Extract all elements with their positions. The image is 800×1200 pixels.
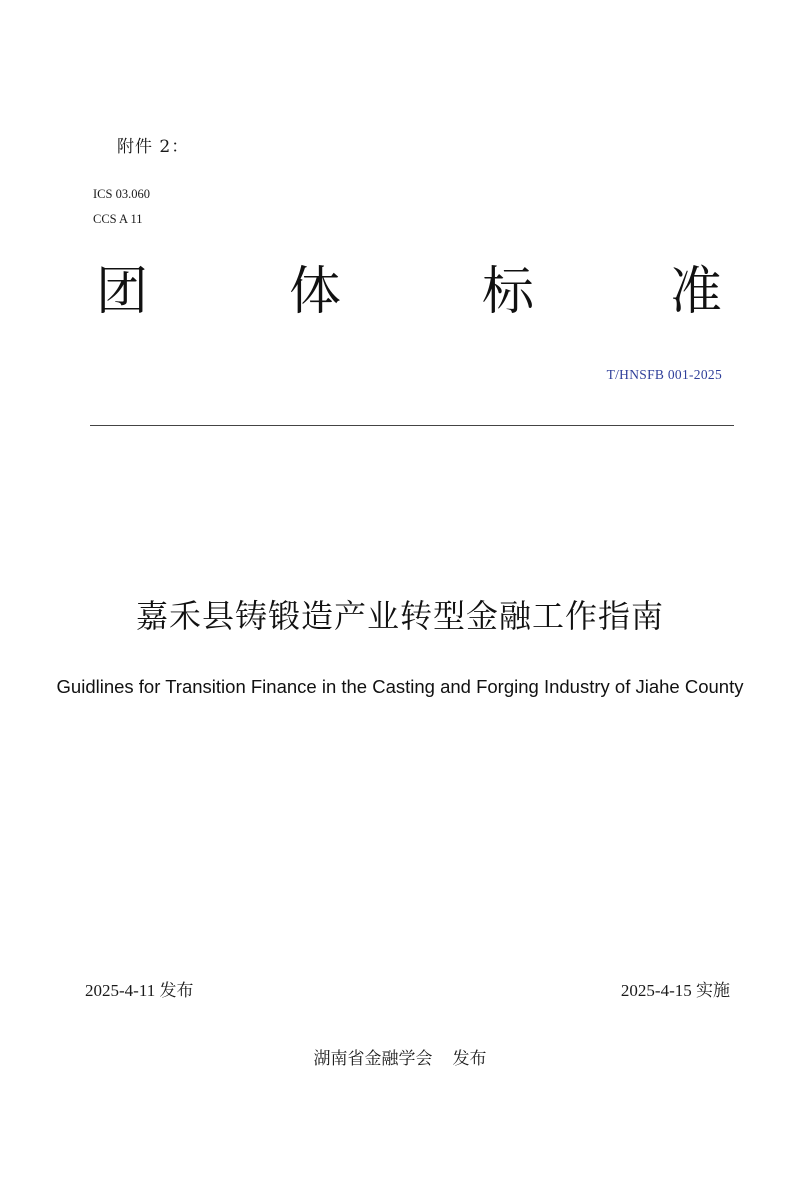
release-date: 2025-4-11 发布 <box>85 981 194 1000</box>
ccs-code: CCS A 11 <box>93 212 143 226</box>
header-divider <box>90 425 734 426</box>
document-title-english: Guidlines for Transition Finance in the Casting and Forging Industry of Jiahe County <box>56 676 744 697</box>
standard-type-char: 体 <box>289 262 342 322</box>
standard-type-char: 准 <box>670 262 723 322</box>
publisher-name: 湖南省金融学会 <box>313 1049 433 1069</box>
publisher-action: 发布 <box>452 1049 487 1069</box>
publisher-line <box>0 1044 800 1069</box>
effective-date: 2025-4-15 实施 <box>620 981 730 1000</box>
standard-type-char: 团 <box>96 262 149 322</box>
standard-type-char: 标 <box>482 262 535 322</box>
document-title-chinese: 嘉禾县铸锻造产业转型金融工作指南 <box>135 597 664 635</box>
standard-number: T/HNSFB 001-2025 <box>606 367 722 382</box>
ics-code: ICS 03.060 <box>93 187 150 201</box>
attachment-label: 附件 2： <box>117 137 190 157</box>
